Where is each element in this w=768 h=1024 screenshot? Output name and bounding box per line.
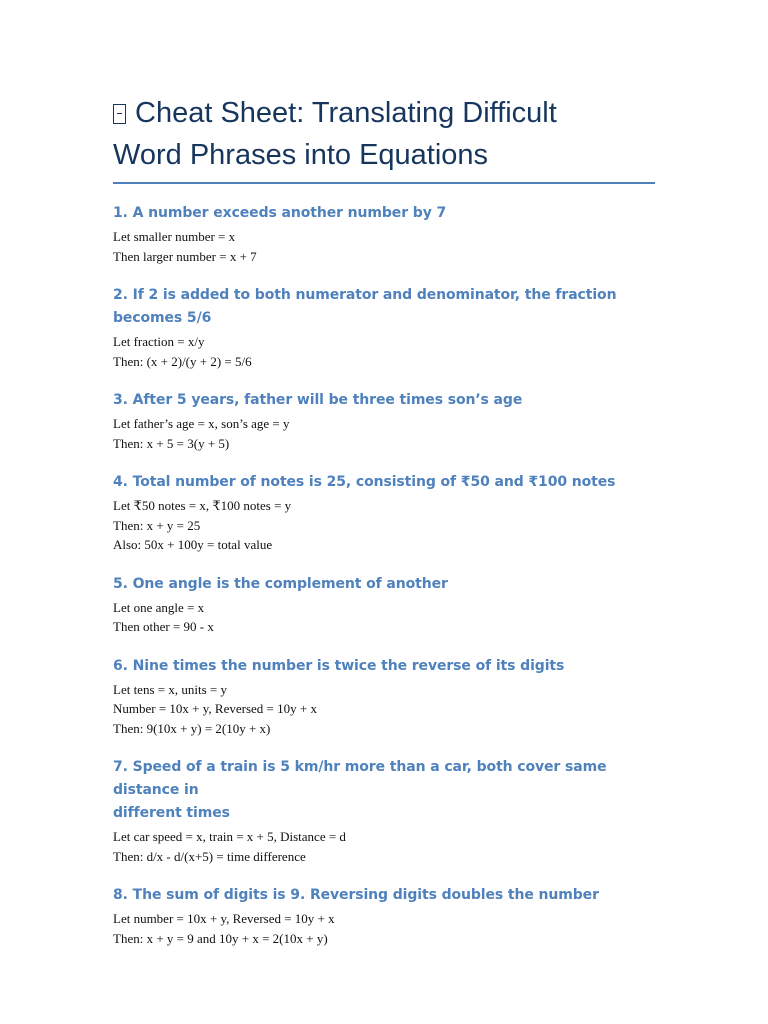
section-line: Then: d/x - d/(x+5) = time difference — [113, 848, 306, 864]
section-2 — [113, 284, 655, 371]
section-line: Then: x + y = 25 — [113, 517, 201, 533]
section-line: Let fraction = x/y — [113, 334, 205, 349]
section-line: Then: x + y = 9 and 10y + x = 2(10x + y) — [113, 930, 328, 946]
document-title — [113, 92, 655, 176]
section-line: Then larger number = x + 7 — [113, 248, 257, 264]
section-heading-line-2: different times — [113, 805, 230, 821]
section-heading: 2. If 2 is added to both numerator and denominator, the fraction becomes 5/6 — [113, 287, 617, 326]
section-heading: 1. A number exceeds another number by 7 — [113, 205, 447, 221]
section-7 — [113, 756, 655, 866]
section-line: Let car speed = x, train = x + 5, Distance = d — [113, 829, 346, 844]
section-line: Then: x + 5 = 3(y + 5) — [113, 435, 230, 451]
section-3 — [113, 389, 655, 453]
title-line-2: Word Phrases into Equations — [113, 139, 489, 171]
section-line: Let smaller number = x — [113, 229, 236, 244]
section-line: Then: (x + 2)/(y + 2) = 5/6 — [113, 353, 252, 369]
section-6 — [113, 655, 655, 739]
section-heading: 5. One angle is the complement of another — [113, 575, 448, 592]
section-line: Let father’s age = x, son’s age = y — [113, 416, 290, 431]
title-line-1: Cheat Sheet: Translating Difficult — [135, 97, 557, 129]
section-heading — [113, 756, 655, 825]
section-1 — [113, 202, 655, 266]
section-4 — [113, 471, 655, 555]
missing-glyph-box-icon — [113, 104, 126, 124]
section-line: Let ₹50 notes = x, ₹100 notes = y — [113, 498, 292, 513]
section-line: Then other = 90 - x — [113, 619, 214, 634]
title-underline — [113, 182, 655, 184]
section-line: Let tens = x, units = y — [113, 681, 227, 697]
section-heading-line-1: 7. Speed of a train is 5 km/hr more than a car, both cover same distance in — [113, 759, 607, 798]
section-heading: 3. After 5 years, father will be three times son’s age — [113, 392, 523, 408]
section-line: Then: 9(10x + y) = 2(10y + x) — [113, 720, 271, 736]
section-heading: 8. The sum of digits is 9. Reversing digits doubles the number — [113, 887, 599, 903]
section-line: Also: 50x + 100y = total value — [113, 537, 273, 552]
section-line: Let one angle = x — [113, 599, 205, 615]
document-page — [113, 92, 655, 948]
section-5 — [113, 573, 655, 637]
section-heading: 6. Nine times the number is twice the reverse of its digits — [113, 657, 565, 674]
section-heading: 4. Total number of notes is 25, consisting of ₹50 and ₹100 notes — [113, 474, 616, 490]
section-line: Number = 10x + y, Reversed = 10y + x — [113, 701, 317, 716]
section-line: Let number = 10x + y, Reversed = 10y + x — [113, 911, 335, 926]
section-8 — [113, 884, 655, 948]
